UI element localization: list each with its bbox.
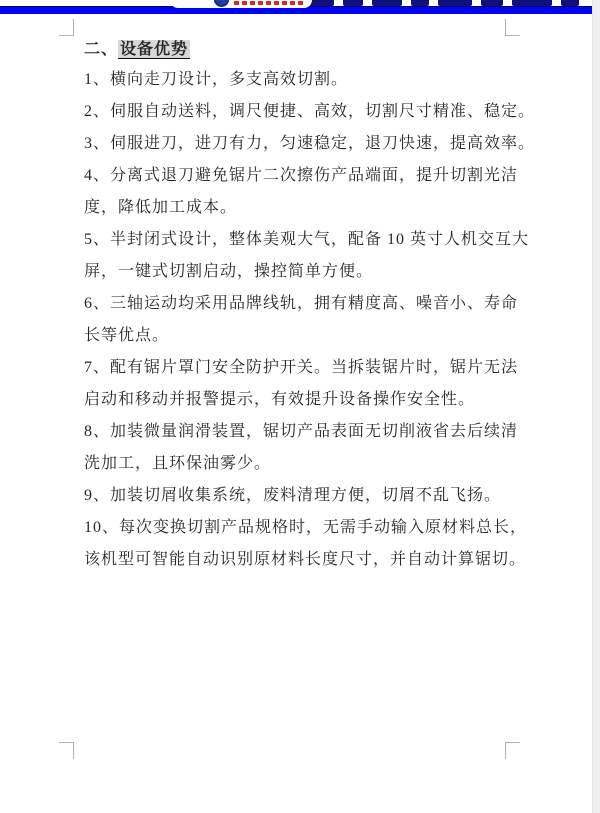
doc-line: 长等优点。 bbox=[84, 327, 170, 344]
section-heading bbox=[84, 40, 524, 60]
logo-icon bbox=[214, 0, 229, 7]
site-logo[interactable] bbox=[170, 0, 312, 8]
doc-line: 启动和移动并报警提示，有效提升设备操作安全性。 bbox=[84, 391, 476, 408]
logo-tagline-text bbox=[234, 1, 306, 5]
doc-line: 8、加装微量润滑装置，锯切产品表面无切削液省去后续清 bbox=[84, 423, 519, 440]
scrollbar[interactable] bbox=[592, 0, 600, 813]
doc-line: 1、横向走刀设计，多支高效切割。 bbox=[84, 71, 349, 88]
site-header bbox=[0, 0, 592, 14]
crop-mark-bottom-left bbox=[59, 742, 74, 759]
doc-line: 该机型可智能自动识别原材料长度尺寸，并自动计算锯切。 bbox=[84, 551, 527, 568]
heading-prefix: 二、 bbox=[84, 41, 119, 58]
crop-mark-top-right bbox=[505, 19, 520, 36]
doc-line: 5、半封闭式设计，整体美观大气，配备 10 英寸人机交互大 bbox=[84, 231, 530, 248]
advantage-list bbox=[84, 64, 536, 576]
doc-line: 洗加工，且环保油雾少。 bbox=[84, 455, 272, 472]
doc-line: 3、伺服进刀，进刀有力，匀速稳定，退刀快速，提高效率。 bbox=[84, 135, 536, 152]
crop-mark-top-left bbox=[59, 19, 74, 36]
doc-line: 4、分离式退刀避免锯片二次擦伤产品端面，提升切割光洁 bbox=[84, 167, 519, 184]
document-page bbox=[0, 14, 592, 813]
document-body bbox=[84, 40, 536, 576]
crop-mark-bottom-right bbox=[505, 742, 520, 759]
doc-line: 2、伺服自动送料，调尺便捷、高效，切割尺寸精准、稳定。 bbox=[84, 103, 536, 120]
doc-line: 10、每次变换切割产品规格时，无需手动输入原材料总长， bbox=[84, 519, 528, 536]
doc-line: 6、三轴运动均采用品牌线轨，拥有精度高、噪音小、寿命 bbox=[84, 295, 519, 312]
doc-line: 9、加装切屑收集系统，废料清理方便，切屑不乱飞扬。 bbox=[84, 487, 502, 504]
heading-title-highlighted: 设备优势 bbox=[120, 41, 189, 58]
doc-line: 屏，一键式切割启动，操控简单方便。 bbox=[84, 263, 374, 280]
doc-line: 7、配有锯片罩门安全防护开关。当拆装锯片时，锯片无法 bbox=[84, 359, 519, 376]
doc-line: 度，降低加工成本。 bbox=[84, 199, 238, 216]
